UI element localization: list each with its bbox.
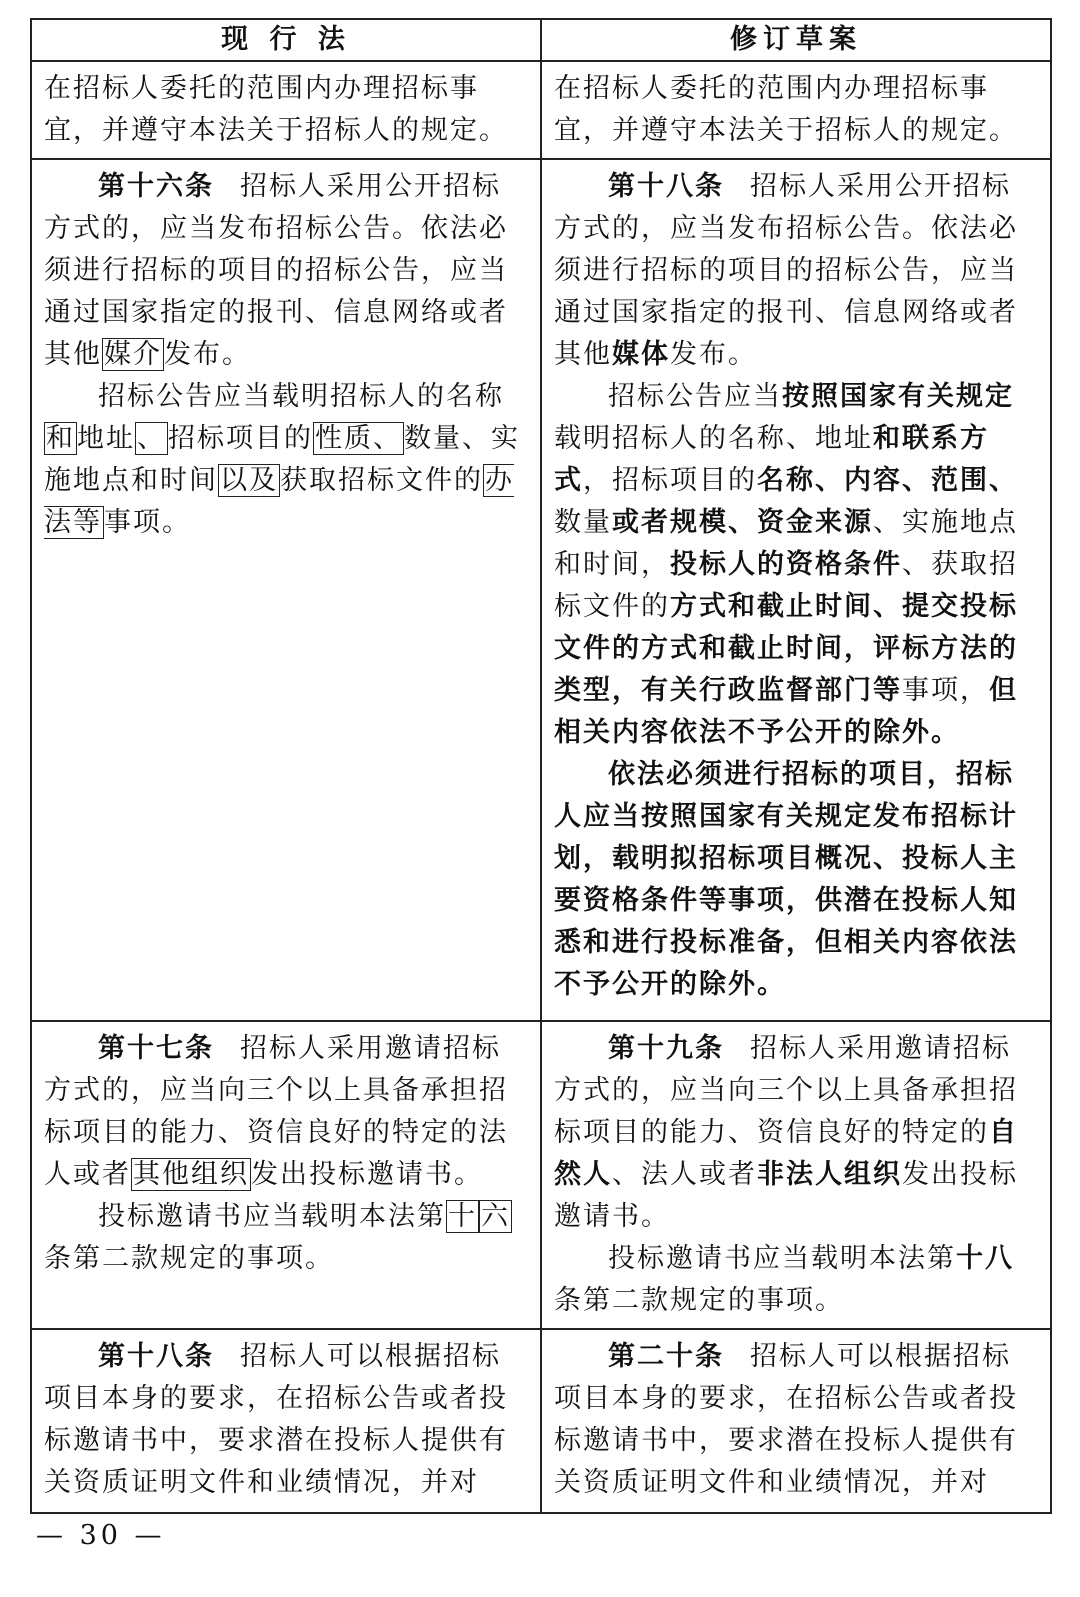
text-run: 地址	[77, 423, 135, 454]
article-number: 第十七条	[98, 1033, 214, 1064]
table-header-row	[31, 19, 1051, 61]
boxed-text: 办法等	[44, 465, 514, 538]
cell-current	[31, 159, 541, 1021]
paragraph	[554, 376, 1038, 754]
cell-current	[31, 1329, 541, 1513]
text-run: 载明招标人的名称、地址	[554, 423, 873, 454]
paragraph	[554, 1238, 1038, 1322]
header-current-law: 现 行 法	[31, 19, 541, 61]
page-number: — 30 —	[36, 1520, 166, 1551]
bold-text: 或者规模、资金来源	[612, 507, 873, 538]
text-run: 发出投标邀请书。	[251, 1159, 483, 1190]
table-row	[31, 1329, 1051, 1513]
text-run: 、实施地点和时间，	[554, 507, 1018, 580]
comparison-table	[30, 18, 1052, 1514]
boxed-text: 、	[137, 423, 166, 454]
paragraph	[554, 1336, 1038, 1504]
text-run: 招标人采用公开招标方式的，应当发布招标公告。依法必须进行招标的项目的招标公告，应当通过国家指定的报刊、信息网络或者其他	[44, 171, 508, 370]
text-run: 招标人可以根据招标项目本身的要求，在招标公告或者投标邀请书中，要求潜在投标人提供有关资质证明文件和业绩情况，并对	[554, 1341, 1018, 1498]
text-run: 、获取招标文件的	[554, 549, 1018, 622]
article-number: 第十六条	[98, 171, 214, 202]
paragraph	[554, 1028, 1038, 1238]
bold-text: 非法人组织	[757, 1159, 902, 1190]
text-run: 获取招标文件的	[280, 465, 483, 496]
paragraph	[44, 1336, 528, 1504]
table-row	[31, 1021, 1051, 1329]
text-run: 发布。	[164, 339, 251, 370]
bold-text: 投标人的资格条件	[670, 549, 902, 580]
paragraph: 在招标人委托的范围内办理招标事宜，并遵守本法关于招标人的规定。	[44, 73, 508, 146]
text-run: 投标邀请书应当载明本法第	[98, 1201, 446, 1232]
bold-text: 但相关内容依法不予公开的除外。	[554, 675, 1018, 748]
text-run: 、法人或者	[612, 1159, 757, 1190]
paragraph	[44, 1028, 528, 1196]
bold-text: 按照国家有关规定	[782, 381, 1014, 412]
bold-text: 自然人	[554, 1117, 1018, 1190]
text-run: 招标公告应当	[608, 381, 782, 412]
cell-draft	[541, 159, 1051, 1021]
header-revised-draft: 修订草案	[541, 19, 1051, 61]
article-number: 第十九条	[608, 1033, 724, 1064]
boxed-text: 媒介	[104, 339, 162, 370]
text-run: 数量	[554, 507, 612, 538]
cell-draft	[541, 1329, 1051, 1513]
text-run: 发出投标邀请书。	[554, 1159, 1018, 1232]
cell-draft	[541, 1021, 1051, 1329]
table-row	[31, 159, 1051, 1021]
boxed-text: 六	[481, 1201, 510, 1232]
boxed-text: 其他组织	[133, 1159, 249, 1190]
text-run: 招标项目的	[168, 423, 313, 454]
boxed-text: 性质、	[315, 423, 402, 454]
text-run: 条第二款规定的事项。	[554, 1285, 844, 1316]
bold-text: 方式和截止时间、提交投标文件的方式和截止时间，评标方法的类型，有关行政监督部门等	[554, 591, 1018, 706]
text-run: 招标人采用邀请招标方式的，应当向三个以上具备承担招标项目的能力、资信良好的特定的法人或者	[44, 1033, 508, 1190]
bold-text: 和联系方式	[554, 423, 989, 496]
text-run: 发布。	[670, 339, 757, 370]
text-run: 投标邀请书应当载明本法第	[608, 1243, 956, 1274]
text-run: 招标人可以根据招标项目本身的要求，在招标公告或者投标邀请书中，要求潜在投标人提供有关资质证明文件和业绩情况，并对	[44, 1341, 508, 1498]
text-run: 招标人采用公开招标方式的，应当发布招标公告。依法必须进行招标的项目的招标公告，应当通过国家指定的报刊、信息网络或者其他	[554, 171, 1018, 370]
text-run: 招标公告应当载明招标人的名称	[98, 381, 504, 412]
text-run: ，招标项目的	[583, 465, 757, 496]
text-run: 事项。	[104, 507, 191, 538]
article-number: 第十八条	[98, 1341, 214, 1372]
text-run: 条第二款规定的事项。	[44, 1243, 334, 1274]
cell-current	[31, 1021, 541, 1329]
bold-text: 名称、内容、范围、	[757, 465, 1018, 496]
paragraph	[44, 1196, 528, 1280]
paragraph	[44, 166, 528, 376]
paragraph: 在招标人委托的范围内办理招标事宜，并遵守本法关于招标人的规定。	[554, 73, 1018, 146]
text-run: 招标人采用邀请招标方式的，应当向三个以上具备承担招标项目的能力、资信良好的特定的	[554, 1033, 1018, 1148]
paragraph: 依法必须进行招标的项目，招标人应当按照国家有关规定发布招标计划，载明拟招标项目概况、投标人主要资格条件等事项，供潜在投标人知悉和进行投标准备，但相关内容依法不予公开的除外。	[554, 759, 1018, 1000]
boxed-text: 和	[46, 423, 75, 454]
text-run: 事项，	[902, 675, 989, 706]
text-run: 数量、实施地点和时间	[44, 423, 520, 496]
paragraph	[554, 166, 1038, 376]
paragraph	[44, 376, 528, 544]
article-number: 第二十条	[608, 1341, 724, 1372]
boxed-text: 十	[448, 1201, 477, 1232]
cell-draft	[541, 61, 1051, 159]
cell-current	[31, 61, 541, 159]
article-number: 第十八条	[608, 171, 724, 202]
bold-text: 十八	[956, 1243, 1014, 1274]
boxed-text: 以及	[220, 465, 278, 496]
table-row	[31, 61, 1051, 159]
bold-text: 媒体	[612, 339, 670, 370]
